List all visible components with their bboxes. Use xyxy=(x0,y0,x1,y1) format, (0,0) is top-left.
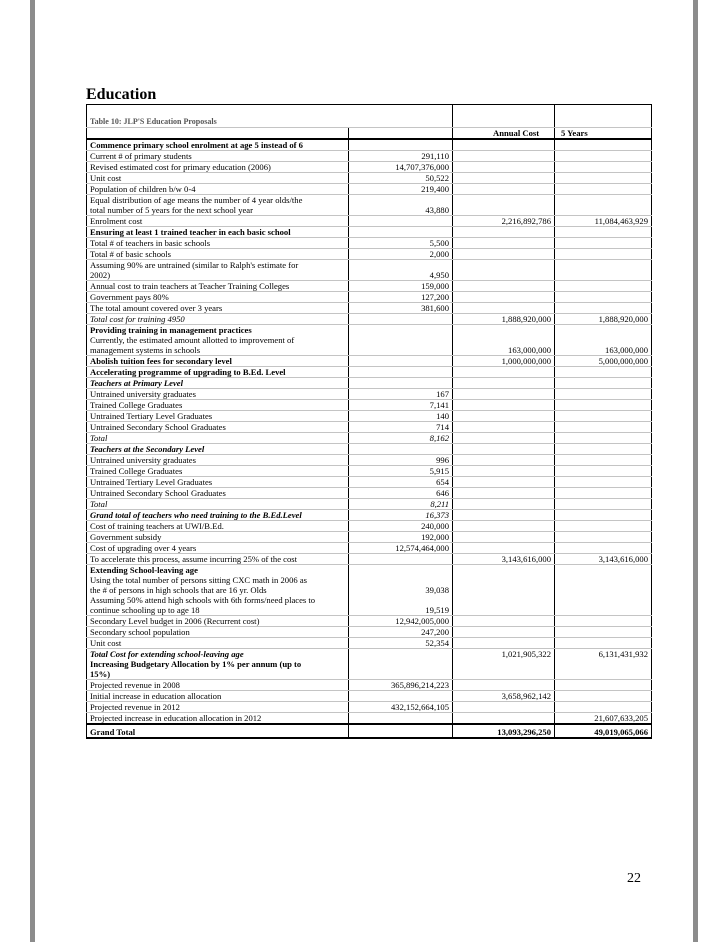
grand-total-label: Grand Total xyxy=(87,724,349,738)
row-label: Assuming 90% are untrained (similar to Ralph's estimate for xyxy=(90,260,299,270)
row-5-years xyxy=(555,627,652,638)
table-row xyxy=(87,499,652,510)
row-value xyxy=(349,649,453,660)
row-5-years xyxy=(555,585,652,595)
row-label: Equal distribution of age means the number of 4 year olds/the xyxy=(90,195,303,205)
row-annual-cost xyxy=(453,585,555,595)
header-annual-cost: Annual Cost xyxy=(453,128,555,140)
row-5-years xyxy=(555,411,652,422)
row-label: Assuming 50% attend high schools with 6th forms/need places to xyxy=(90,595,316,605)
row-annual-cost xyxy=(453,249,555,260)
row-annual-cost xyxy=(453,270,555,281)
row-annual-cost xyxy=(453,173,555,184)
row-5-years: 11,084,463,929 xyxy=(555,216,652,227)
table-row xyxy=(87,270,652,281)
table-row xyxy=(87,184,652,195)
row-5-years xyxy=(555,638,652,649)
row-label: Total cost for training 4950 xyxy=(87,314,349,325)
row-annual-cost: 163,000,000 xyxy=(453,345,555,356)
row-label: Extending School-leaving age xyxy=(90,565,198,575)
row-5-years xyxy=(555,260,652,271)
row-label: total number of 5 years for the next school year xyxy=(87,205,349,216)
row-annual-cost xyxy=(453,466,555,477)
row-value: 52,354 xyxy=(349,638,453,649)
row-value: 4,950 xyxy=(349,270,453,281)
row-5-years xyxy=(555,389,652,400)
row-annual-cost xyxy=(453,680,555,691)
row-5-years xyxy=(555,195,652,206)
row-value: 50,522 xyxy=(349,173,453,184)
row-annual-cost: 3,658,962,142 xyxy=(453,691,555,702)
row-value xyxy=(349,314,453,325)
row-5-years xyxy=(555,335,652,345)
row-label: Government pays 80% xyxy=(87,292,349,303)
table-row xyxy=(87,356,652,367)
row-label: management systems in schools xyxy=(87,345,349,356)
row-value: 291,110 xyxy=(349,151,453,162)
row-label: Enrolment cost xyxy=(87,216,349,227)
row-annual-cost xyxy=(453,205,555,216)
row-annual-cost xyxy=(453,575,555,585)
row-value: 14,707,376,000 xyxy=(349,162,453,173)
row-annual-cost xyxy=(453,659,555,669)
row-5-years xyxy=(555,521,652,532)
table-row xyxy=(87,260,652,271)
row-annual-cost xyxy=(453,713,555,725)
table-row xyxy=(87,488,652,499)
row-5-years xyxy=(555,281,652,292)
row-annual-cost xyxy=(453,195,555,206)
row-value xyxy=(349,378,453,389)
row-5-years xyxy=(555,669,652,680)
row-annual-cost xyxy=(453,325,555,336)
row-value: 12,574,464,000 xyxy=(349,543,453,554)
row-value: 159,000 xyxy=(349,281,453,292)
row-5-years xyxy=(555,595,652,605)
row-5-years xyxy=(555,292,652,303)
row-5-years xyxy=(555,400,652,411)
row-5-years xyxy=(555,367,652,378)
row-5-years xyxy=(555,499,652,510)
table-caption-row xyxy=(87,105,652,128)
table-row xyxy=(87,314,652,325)
row-label: 15%) xyxy=(87,669,349,680)
row-5-years xyxy=(555,227,652,238)
row-label: Untrained university graduates xyxy=(87,455,349,466)
row-label: Teachers at the Secondary Level xyxy=(87,444,349,455)
row-label: Abolish tuition fees for secondary level xyxy=(87,356,349,367)
row-5-years xyxy=(555,249,652,260)
row-value: 240,000 xyxy=(349,521,453,532)
row-label: Unit cost xyxy=(87,173,349,184)
row-label: Untrained Secondary School Graduates xyxy=(87,422,349,433)
row-5-years: 3,143,616,000 xyxy=(555,554,652,565)
row-label: 2002) xyxy=(87,270,349,281)
row-5-years xyxy=(555,543,652,554)
row-annual-cost xyxy=(453,227,555,238)
row-5-years: 21,607,633,205 xyxy=(555,713,652,725)
row-value: 39,038 xyxy=(349,585,453,595)
table-row xyxy=(87,638,652,649)
table-row xyxy=(87,659,652,669)
row-value xyxy=(349,356,453,367)
table-row xyxy=(87,151,652,162)
row-annual-cost xyxy=(453,411,555,422)
row-value: 5,915 xyxy=(349,466,453,477)
row-annual-cost xyxy=(453,669,555,680)
row-value: 654 xyxy=(349,477,453,488)
row-value xyxy=(349,216,453,227)
row-5-years xyxy=(555,477,652,488)
row-value: 16,373 xyxy=(349,510,453,521)
table-row xyxy=(87,510,652,521)
table-row xyxy=(87,205,652,216)
row-label: continue schooling up to age 18 xyxy=(87,605,349,616)
table-row xyxy=(87,173,652,184)
row-label: Accelerating programme of upgrading to B.Ed. Level xyxy=(87,367,349,378)
row-annual-cost xyxy=(453,565,555,576)
row-5-years xyxy=(555,691,652,702)
row-value xyxy=(349,195,453,206)
row-value: 19,519 xyxy=(349,605,453,616)
row-5-years xyxy=(555,139,652,151)
row-5-years xyxy=(555,605,652,616)
table-row xyxy=(87,303,652,314)
row-value xyxy=(349,325,453,336)
table-row xyxy=(87,389,652,400)
row-5-years xyxy=(555,659,652,669)
table-row xyxy=(87,378,652,389)
row-annual-cost xyxy=(453,488,555,499)
row-annual-cost xyxy=(453,702,555,713)
row-value: 365,896,214,223 xyxy=(349,680,453,691)
row-value: 127,200 xyxy=(349,292,453,303)
left-margin-bar xyxy=(30,0,35,942)
row-value: 140 xyxy=(349,411,453,422)
table-header-row xyxy=(87,128,652,140)
row-label: Projected increase in education allocation in 2012 xyxy=(87,713,349,725)
row-value: 2,000 xyxy=(349,249,453,260)
row-5-years: 1,888,920,000 xyxy=(555,314,652,325)
row-label: Total # of teachers in basic schools xyxy=(87,238,349,249)
row-label: Current # of primary students xyxy=(87,151,349,162)
table-row xyxy=(87,335,652,345)
row-value xyxy=(349,713,453,725)
table-row xyxy=(87,227,652,238)
row-5-years xyxy=(555,173,652,184)
row-value xyxy=(349,335,453,345)
row-5-years xyxy=(555,378,652,389)
table-row xyxy=(87,281,652,292)
row-value: 8,211 xyxy=(349,499,453,510)
row-value: 646 xyxy=(349,488,453,499)
table-row xyxy=(87,680,652,691)
row-annual-cost xyxy=(453,292,555,303)
row-value: 714 xyxy=(349,422,453,433)
row-5-years xyxy=(555,616,652,627)
row-annual-cost: 2,216,892,786 xyxy=(453,216,555,227)
row-label: Total # of basic schools xyxy=(87,249,349,260)
row-annual-cost xyxy=(453,543,555,554)
row-5-years xyxy=(555,422,652,433)
row-label: Total xyxy=(87,499,349,510)
row-label: Commence primary school enrolment at age 5 instead of 6 xyxy=(87,139,349,151)
row-label: Trained College Graduates xyxy=(87,466,349,477)
table-row xyxy=(87,455,652,466)
row-value: 43,880 xyxy=(349,205,453,216)
grand-total-annual-cost: 13,093,296,250 xyxy=(453,724,555,738)
header-5-years: 5 Years xyxy=(555,128,652,140)
row-label: The total amount covered over 3 years xyxy=(87,303,349,314)
table-row xyxy=(87,466,652,477)
table-row xyxy=(87,691,652,702)
row-value xyxy=(349,659,453,669)
row-value xyxy=(349,444,453,455)
table-row xyxy=(87,702,652,713)
table-row xyxy=(87,162,652,173)
right-margin-bar xyxy=(693,0,698,942)
row-value xyxy=(349,669,453,680)
row-value xyxy=(349,575,453,585)
row-label: Initial increase in education allocation xyxy=(87,691,349,702)
row-label: Teachers at Primary Level xyxy=(87,378,349,389)
table-caption: Table 10: JLP'S Education Proposals xyxy=(87,105,453,128)
row-value xyxy=(349,565,453,576)
row-label: the # of persons in high schools that are 16 yr. Olds xyxy=(90,585,267,595)
row-label: Annual cost to train teachers at Teacher Training Colleges xyxy=(87,281,349,292)
row-5-years xyxy=(555,325,652,336)
row-annual-cost xyxy=(453,367,555,378)
row-5-years: 163,000,000 xyxy=(555,345,652,356)
row-annual-cost xyxy=(453,638,555,649)
row-label: Unit cost xyxy=(87,638,349,649)
row-annual-cost xyxy=(453,616,555,627)
row-label: Total xyxy=(87,433,349,444)
table-row xyxy=(87,367,652,378)
table-row xyxy=(87,627,652,638)
row-value: 7,141 xyxy=(349,400,453,411)
section-title: Education xyxy=(86,86,157,103)
row-value: 432,152,664,105 xyxy=(349,702,453,713)
row-5-years xyxy=(555,575,652,585)
grand-total-row xyxy=(87,724,652,738)
row-label: Projected revenue in 2012 xyxy=(87,702,349,713)
table-row xyxy=(87,292,652,303)
row-label: Currently, the estimated amount allotted to improvement of xyxy=(90,335,295,345)
row-annual-cost xyxy=(453,499,555,510)
table-row xyxy=(87,325,652,336)
row-5-years xyxy=(555,488,652,499)
row-annual-cost xyxy=(453,605,555,616)
row-annual-cost xyxy=(453,184,555,195)
row-5-years: 6,131,431,932 xyxy=(555,649,652,660)
row-5-years xyxy=(555,184,652,195)
row-label: Total Cost for extending school-leaving age xyxy=(90,649,244,659)
row-5-years xyxy=(555,205,652,216)
row-5-years: 5,000,000,000 xyxy=(555,356,652,367)
row-value: 219,400 xyxy=(349,184,453,195)
table-row xyxy=(87,543,652,554)
row-value: 167 xyxy=(349,389,453,400)
row-value: 192,000 xyxy=(349,532,453,543)
row-label: Increasing Budgetary Allocation by 1% per annum (up to xyxy=(90,659,302,669)
row-5-years xyxy=(555,433,652,444)
row-annual-cost xyxy=(453,389,555,400)
table-row xyxy=(87,532,652,543)
row-annual-cost xyxy=(453,162,555,173)
row-label: Government subsidy xyxy=(87,532,349,543)
row-annual-cost xyxy=(453,510,555,521)
row-value: 12,942,005,000 xyxy=(349,616,453,627)
row-annual-cost xyxy=(453,455,555,466)
row-label: Untrained Tertiary Level Graduates xyxy=(87,477,349,488)
table-row xyxy=(87,713,652,725)
row-label: Projected revenue in 2008 xyxy=(87,680,349,691)
table-row xyxy=(87,195,652,206)
table-row xyxy=(87,605,652,616)
education-proposals-table xyxy=(86,104,652,739)
table-row xyxy=(87,575,652,585)
grand-total-5-years: 49,019,065,066 xyxy=(555,724,652,738)
row-value xyxy=(349,139,453,151)
row-5-years xyxy=(555,510,652,521)
table-row xyxy=(87,521,652,532)
row-annual-cost xyxy=(453,444,555,455)
row-annual-cost xyxy=(453,477,555,488)
row-value xyxy=(349,595,453,605)
table-row xyxy=(87,411,652,422)
table-row xyxy=(87,477,652,488)
row-5-years xyxy=(555,680,652,691)
row-label: Cost of training teachers at UWI/B.Ed. xyxy=(87,521,349,532)
table-row xyxy=(87,345,652,356)
table-row xyxy=(87,616,652,627)
table-row xyxy=(87,669,652,680)
table-row xyxy=(87,565,652,576)
row-value: 996 xyxy=(349,455,453,466)
row-value: 5,500 xyxy=(349,238,453,249)
row-5-years xyxy=(555,303,652,314)
row-annual-cost xyxy=(453,260,555,271)
row-annual-cost xyxy=(453,238,555,249)
row-annual-cost xyxy=(453,303,555,314)
row-value xyxy=(349,367,453,378)
row-annual-cost: 1,888,920,000 xyxy=(453,314,555,325)
row-label: To accelerate this process, assume incurring 25% of the cost xyxy=(87,554,349,565)
row-annual-cost xyxy=(453,335,555,345)
row-annual-cost: 1,021,905,322 xyxy=(453,649,555,660)
row-5-years xyxy=(555,565,652,576)
row-value: 381,600 xyxy=(349,303,453,314)
row-label: Providing training in management practices xyxy=(90,325,252,335)
row-annual-cost xyxy=(453,433,555,444)
row-5-years xyxy=(555,270,652,281)
row-annual-cost xyxy=(453,595,555,605)
page-number: 22 xyxy=(627,871,641,886)
row-label: Cost of upgrading over 4 years xyxy=(87,543,349,554)
row-label: Secondary school population xyxy=(87,627,349,638)
table-row xyxy=(87,649,652,660)
row-label: Grand total of teachers who need training to the B.Ed.Level xyxy=(87,510,349,521)
row-annual-cost xyxy=(453,151,555,162)
row-value xyxy=(349,260,453,271)
table-row xyxy=(87,585,652,595)
row-label: Untrained Secondary School Graduates xyxy=(87,488,349,499)
row-5-years xyxy=(555,702,652,713)
row-annual-cost: 3,143,616,000 xyxy=(453,554,555,565)
header-value xyxy=(349,128,453,140)
table-row xyxy=(87,422,652,433)
row-annual-cost xyxy=(453,422,555,433)
table-row xyxy=(87,444,652,455)
row-5-years xyxy=(555,466,652,477)
row-label: Untrained university graduates xyxy=(87,389,349,400)
row-annual-cost: 1,000,000,000 xyxy=(453,356,555,367)
row-annual-cost xyxy=(453,627,555,638)
row-annual-cost xyxy=(453,281,555,292)
table-row xyxy=(87,216,652,227)
header-label xyxy=(87,128,349,140)
row-annual-cost xyxy=(453,400,555,411)
row-label: Untrained Tertiary Level Graduates xyxy=(87,411,349,422)
row-5-years xyxy=(555,162,652,173)
row-5-years xyxy=(555,455,652,466)
row-label: Trained College Graduates xyxy=(87,400,349,411)
row-value xyxy=(349,345,453,356)
table-row xyxy=(87,400,652,411)
row-annual-cost xyxy=(453,139,555,151)
row-5-years xyxy=(555,238,652,249)
table-row xyxy=(87,554,652,565)
table-row xyxy=(87,139,652,151)
row-value xyxy=(349,227,453,238)
row-annual-cost xyxy=(453,532,555,543)
row-value: 8,162 xyxy=(349,433,453,444)
row-annual-cost xyxy=(453,521,555,532)
row-annual-cost xyxy=(453,378,555,389)
row-label: Secondary Level budget in 2006 (Recurrent cost) xyxy=(87,616,349,627)
row-5-years xyxy=(555,444,652,455)
row-label: Revised estimated cost for primary education (2006) xyxy=(87,162,349,173)
row-5-years xyxy=(555,532,652,543)
row-label: Population of children b/w 0-4 xyxy=(87,184,349,195)
row-label: Using the total number of persons sitting CXC math in 2006 as xyxy=(90,575,307,585)
grand-total-value xyxy=(349,724,453,738)
row-value: 247,200 xyxy=(349,627,453,638)
table-row xyxy=(87,249,652,260)
table-row xyxy=(87,433,652,444)
row-5-years xyxy=(555,151,652,162)
row-value xyxy=(349,691,453,702)
row-value xyxy=(349,554,453,565)
table-row xyxy=(87,595,652,605)
row-label: Ensuring at least 1 trained teacher in each basic school xyxy=(87,227,349,238)
table-row xyxy=(87,238,652,249)
